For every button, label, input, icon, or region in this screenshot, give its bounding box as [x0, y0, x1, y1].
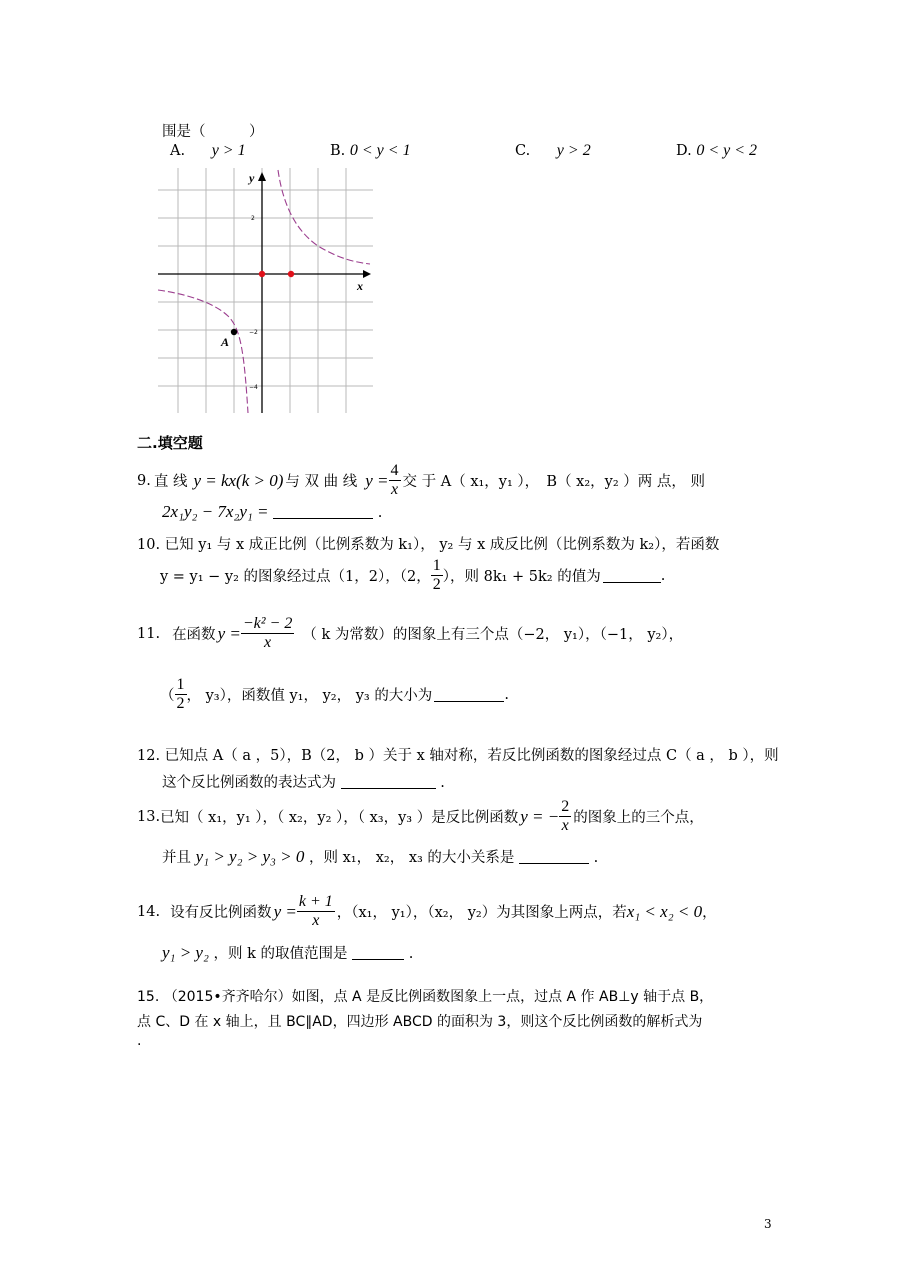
q14-line1 [137, 893, 717, 931]
fraction-numerator: 1 [175, 676, 187, 695]
tick-label-neg4: −4 [249, 384, 258, 391]
q9-line2 [162, 502, 382, 522]
q13-cond: y₁ > y₂ > y₃ > 0 [195, 847, 305, 866]
q14-line2-text: ，则 k 的取值范围是 [213, 946, 348, 962]
answer-blank[interactable] [352, 945, 404, 960]
q15-line1-text: （2015•齐齐哈尔）如图，点 A 是反比例函数图象上一点，过点 A 作 AB⊥y 轴于点 B， [163, 989, 714, 1005]
q8-option-b [330, 142, 411, 160]
q12-line1 [137, 744, 779, 765]
q15-line2: 点 C、D 在 x 轴上，且 BC∥AD，四边形 ABCD 的面积为 3，则这个反比例函数的解析式为 [137, 1014, 703, 1030]
option-letter: C. [515, 143, 531, 159]
q10-line1-text: 已知 y₁ 与 x 成正比例（比例系数为 k₁）， y₂ 与 x 成反比例（比例系数为 k₂），若函数 [164, 537, 720, 553]
grid [158, 168, 373, 413]
page-number: 3 [764, 1217, 772, 1231]
q13-line2 [162, 846, 598, 867]
q14-text-a: 设有反比例函数 [170, 905, 272, 922]
option-expr: 0 < y < 1 [349, 142, 411, 159]
q9-text-b: 与 双 曲 线 [285, 474, 358, 491]
q8-option-c [515, 142, 591, 160]
q14-fraction [297, 893, 335, 931]
q15-line3: . [137, 1033, 142, 1049]
fraction-denominator: x [312, 912, 320, 930]
end-period: . [377, 505, 383, 521]
hyperbola-branch-q1 [278, 170, 370, 264]
answer-blank[interactable] [273, 504, 373, 519]
end-period: . [504, 686, 509, 703]
fraction-numerator: 4 [389, 462, 401, 481]
end-period: . [593, 850, 599, 866]
question-number: 14. [137, 903, 161, 920]
q13-eq-lhs: y = − [520, 806, 560, 826]
end-period: . [440, 775, 445, 791]
q10-line1 [137, 533, 719, 554]
q14-line2 [162, 942, 413, 963]
q11-line1 [137, 615, 683, 653]
q13-fraction [559, 798, 571, 836]
q14-cond1: x₁ < x₂ < 0 [626, 901, 703, 921]
x-axis-arrow [363, 270, 371, 278]
point-a-label: A [221, 335, 230, 349]
q13-line1-a: 已知（ x₁，y₁ ），（ x₂，y₂ ），（ x₃，y₃ ）是反比例函数 [160, 810, 519, 827]
q9-eq2-lhs: y = [365, 470, 389, 490]
question-number: 13. [137, 808, 161, 825]
answer-blank[interactable] [341, 774, 436, 789]
q14-cond2: y₁ > y₂ [162, 943, 209, 962]
q13-line2-a: 并且 [162, 850, 191, 866]
fraction-denominator: x [390, 481, 399, 499]
option-expr: 0 < y < 2 [696, 142, 758, 159]
question-number: 12. [137, 748, 161, 764]
q10-line2 [160, 557, 665, 595]
q13-line1-b: 的图象上的三个点， [573, 810, 704, 827]
option-expr: y > 1 [211, 142, 246, 159]
q12-line2 [162, 771, 445, 792]
option-letter: D. [676, 143, 692, 159]
q11-open-paren: （ [160, 688, 175, 705]
fraction-denominator: 2 [176, 695, 185, 713]
q10-fraction [431, 557, 443, 595]
fraction-numerator: 2 [559, 798, 571, 817]
question-number: 15. [137, 989, 160, 1005]
end-period: . [408, 946, 414, 962]
q12-line1-text: 已知点 A（ a ，5），B（2， b ）关于 x 轴对称，若反比例函数的图象经过点 C（ a ， b ），则 [164, 748, 779, 764]
option-letter: A. [170, 143, 186, 159]
q9-eq1: y = kx(k > 0) [193, 470, 284, 490]
answer-blank[interactable] [519, 849, 589, 864]
q12-line2-text: 这个反比例函数的表达式为 [162, 775, 336, 791]
tick-label-2: 2 [251, 215, 255, 222]
q14-end1: ， [702, 905, 717, 922]
q13-line2-b: ，则 x₁， x₂， x₃ 的大小关系是 [309, 850, 515, 866]
q9-line1 [137, 462, 705, 500]
q8-graph [158, 168, 373, 413]
q14-eq-lhs: y = [273, 901, 297, 921]
q11-eq-lhs: y = [217, 623, 241, 643]
q8-stem-tail: 围是（ ） [162, 124, 264, 140]
y-axis-label: y [249, 171, 255, 185]
q15-line1 [137, 986, 713, 1006]
q11-line2 [160, 676, 509, 714]
fraction-denominator: x [561, 817, 569, 835]
fraction-numerator: −k² − 2 [241, 615, 295, 634]
option-letter: B. [330, 143, 346, 159]
tick-label-neg2: −2 [249, 329, 258, 336]
end-period: . [660, 567, 666, 584]
q9-text-c: 交 于 A（ x₁，y₁ ）， B（ x₂，y₂ ）两 点， 则 [402, 474, 706, 491]
q10-line2-b: ），则 8k₁ + 5k₂ 的值为 [442, 569, 601, 586]
red-point-2 [288, 271, 294, 277]
q11-text-a: 在函数 [172, 627, 216, 644]
q11-text-b: （ k 为常数）的图象上有三个点（−2， y₁），（−1， y₂）， [302, 627, 684, 644]
q8-option-a [170, 142, 246, 160]
q9-fraction [389, 462, 401, 500]
q10-line2-a: y = y₁ − y₂ 的图象经过点（1，2），（2， [160, 569, 431, 586]
fraction-numerator: k + 1 [297, 893, 335, 912]
q13-line1 [137, 798, 704, 836]
point-a [231, 329, 237, 335]
fraction-denominator: 2 [432, 576, 441, 594]
q8-option-d [676, 142, 757, 160]
q9-expr: 2x₁y₂ − 7x₂y₁ = [162, 502, 269, 521]
red-point-1 [259, 271, 265, 277]
x-axis-label: x [357, 279, 363, 293]
q11-fraction [241, 615, 295, 653]
question-number: 10. [137, 537, 161, 553]
question-number: 11. [137, 625, 161, 642]
q11-fraction-half [175, 676, 187, 714]
fraction-denominator: x [264, 634, 272, 652]
q11-line2-text: ， y₃），函数值 y₁， y₂， y₃ 的大小为 [186, 688, 433, 705]
q14-text-b: ，（x₁， y₁），（x₂， y₂）为其图象上两点，若 [336, 905, 627, 922]
q9-text-a: 直 线 [153, 474, 188, 491]
option-expr: y > 2 [556, 142, 591, 159]
y-axis-arrow [258, 172, 266, 181]
fraction-numerator: 1 [431, 557, 443, 576]
answer-blank[interactable] [434, 687, 504, 702]
question-number: 9. [137, 472, 151, 489]
section-title: 二.填空题 [137, 434, 203, 452]
answer-blank[interactable] [603, 568, 661, 583]
